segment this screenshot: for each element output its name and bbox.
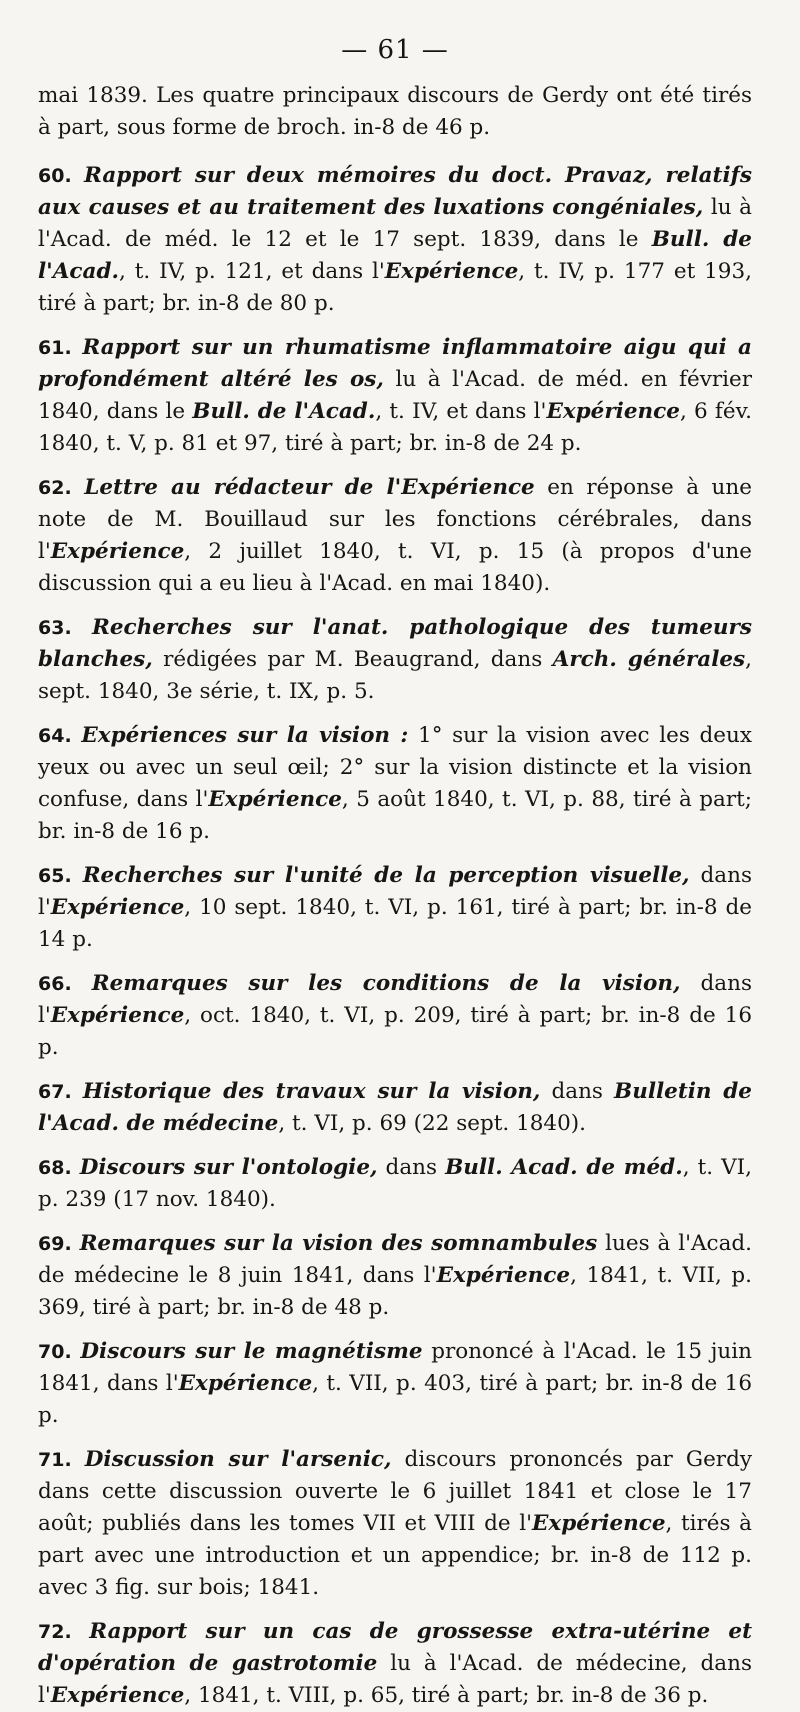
- entry-title-italic: Expérience: [546, 399, 680, 424]
- entry-text-run: 1° sur la vision avec les deux yeux ou avec un seul œil; 2° sur la vision distincte et la vision confuse, dans l': [38, 723, 752, 812]
- entry-title-italic: Rapport sur un cas de grossesse extra-utérine et d'opération de gastrotomie: [38, 1619, 752, 1676]
- entry-title-italic: Recherches sur l'unité de la perception visuelle,: [82, 863, 690, 888]
- entry-number: 60.: [38, 165, 72, 187]
- entry-text: [38, 332, 752, 460]
- entry-number: 71.: [38, 1449, 72, 1471]
- entry-title-italic: Remarques sur la vision des somnambules: [79, 1231, 598, 1256]
- entry-text-run: , t. IV, p. 177 et 193, tiré à part; br. in-8 de 80 p.: [38, 259, 752, 316]
- continuation-paragraph: [38, 80, 752, 144]
- entry-text-run: dans: [377, 1155, 446, 1180]
- bibliography-entry: [38, 160, 752, 320]
- entry-text-run: , sept. 1840, 3e série, t. IX, p. 5.: [38, 647, 752, 704]
- bibliography-entry: [38, 612, 752, 708]
- entry-title-italic: Expérience: [50, 539, 185, 564]
- entry-number: 72.: [38, 1621, 72, 1643]
- entry-text: [38, 1228, 752, 1324]
- entry-text-run: discours prononcés par Gerdy dans cette discussion ouverte le 6 juillet 1841 et close le 17 août; publiés dans les tomes VII et VIII de l': [38, 1447, 752, 1536]
- entry-number: 68.: [38, 1157, 72, 1179]
- entry-text-run: , 5 août 1840, t. VI, p. 88, tiré à part; br. in-8 de 16 p.: [38, 787, 752, 844]
- entry-number: 61.: [38, 337, 72, 359]
- entry-title-italic: Bull. de l'Acad.: [38, 227, 752, 284]
- entry-title-italic: Recherches sur l'anat. pathologique des tumeurs blanches,: [38, 615, 752, 672]
- entry-number: 63.: [38, 617, 72, 639]
- entry-text-run: rédigées par M. Beaugrand, dans: [152, 647, 553, 672]
- entry-title-italic: Expérience: [384, 259, 519, 284]
- entry-text-run: prononcé à l'Acad. le 15 juin 1841, dans l': [38, 1339, 752, 1396]
- bibliography-entry: [38, 860, 752, 956]
- entry-number: 67.: [38, 1081, 72, 1103]
- entry-text-run: , 6 fév. 1840, t. V, p. 81 et 97, tiré à part; br. in-8 de 24 p.: [38, 399, 752, 456]
- continuation-text: mai 1839. Les quatre principaux discours de Gerdy ont été tirés à part, sous forme de broch. in-8 de 46 p.: [38, 83, 752, 140]
- bibliography-entry: [38, 332, 752, 460]
- entry-number: 64.: [38, 725, 72, 747]
- entry-text-run: , oct. 1840, t. VI, p. 209, tiré à part; br. in-8 de 16 p.: [38, 1003, 752, 1060]
- entry-title-italic: Rapport sur un rhumatisme inflammatoire aigu qui a profondément altéré les os,: [38, 335, 752, 392]
- entry-text: [38, 720, 752, 848]
- entry-text: [38, 612, 752, 708]
- entry-text: [38, 1152, 752, 1216]
- entry-text-run: , 1841, t. VIII, p. 65, tiré à part; br. in-8 de 36 p.: [184, 1683, 709, 1708]
- entry-title-italic: Expérience: [436, 1263, 571, 1288]
- entry-title-italic: Discours sur l'ontologie,: [79, 1155, 378, 1180]
- entry-text-run: lu à l'Acad. de méd. en février 1840, dans le: [38, 367, 752, 424]
- entry-text-run: , 10 sept. 1840, t. VI, p. 161, tiré à part; br. in-8 de 14 p.: [38, 895, 752, 952]
- entry-title-italic: Expérience: [50, 895, 185, 920]
- entry-title-italic: Bull. Acad. de méd.: [445, 1155, 683, 1180]
- entry-text-run: lues à l'Acad. de médecine le 8 juin 1841, dans l': [38, 1231, 752, 1288]
- entry-text-run: , t. IV, p. 121, et dans l': [118, 259, 385, 284]
- entry-title-italic: Expérience: [50, 1003, 185, 1028]
- entry-text-run: dans l': [38, 863, 753, 920]
- entry-title-italic: Expérience: [208, 787, 342, 812]
- bibliography-entry: [38, 1336, 752, 1432]
- entry-title-italic: Rapport sur deux mémoires du doct. Pravaz, relatifs aux causes et au traitement des luxations congéniales,: [38, 163, 752, 220]
- entry-title-italic: Discours sur le magnétisme: [80, 1339, 423, 1364]
- entry-text: [38, 968, 752, 1064]
- entry-title-italic: Bull. de l'Acad.: [192, 399, 376, 424]
- entry-text-run: , t. VII, p. 403, tiré à part; br. in-8 de 16 p.: [38, 1371, 752, 1428]
- bibliography-entry: [38, 968, 752, 1064]
- bibliography-entry: [38, 1444, 752, 1604]
- entry-number: 70.: [38, 1341, 72, 1363]
- entry-text-run: , 1841, t. VII, p. 369, tiré à part; br. in-8 de 48 p.: [38, 1263, 752, 1320]
- entry-text: [38, 1336, 752, 1432]
- entry-text-run: , t. IV, et dans l': [375, 399, 547, 424]
- entry-title-italic: Historique des travaux sur la vision,: [82, 1079, 541, 1104]
- bibliography-entry: [38, 720, 752, 848]
- bibliography-entry: [38, 1152, 752, 1216]
- entry-title-italic: Arch. générales: [552, 647, 746, 672]
- entry-title-italic: Remarques sur les conditions de la vision,: [91, 971, 681, 996]
- entry-text-run: , t. VI, p. 69 (22 sept. 1840).: [278, 1111, 587, 1136]
- entry-text: [38, 860, 752, 956]
- entry-text-run: , t. VI, p. 239 (17 nov. 1840).: [38, 1155, 752, 1212]
- bibliography-list: [38, 160, 752, 1712]
- entry-title-italic: Expériences sur la vision :: [81, 723, 409, 748]
- entry-text: [38, 472, 752, 600]
- entry-number: 65.: [38, 865, 72, 887]
- entry-text-run: lu à l'Acad. de méd. le 12 et le 17 sept. 1839, dans le: [38, 195, 752, 252]
- entry-text: [38, 1076, 752, 1140]
- bibliography-entry: [38, 472, 752, 600]
- entry-text-run: , tirés à part avec une introduction et un appendice; br. in-8 de 112 p. avec 3 fig. sur bois; 1841.: [38, 1511, 752, 1600]
- entry-number: 62.: [38, 477, 72, 499]
- entry-text-run: dans: [540, 1079, 615, 1104]
- entry-number: 66.: [38, 973, 72, 995]
- entry-text-run: dans l': [38, 971, 752, 1028]
- bibliography-entry: [38, 1616, 752, 1712]
- entry-title-italic: Lettre au rédacteur de l'Expérience: [84, 475, 535, 500]
- entry-number: 69.: [38, 1233, 72, 1255]
- entry-text: [38, 1616, 752, 1712]
- entry-text: [38, 1444, 752, 1604]
- entry-title-italic: Expérience: [532, 1511, 666, 1536]
- bibliography-entry: [38, 1228, 752, 1324]
- entry-title-italic: Discussion sur l'arsenic,: [84, 1447, 392, 1472]
- entry-text-run: , 2 juillet 1840, t. VI, p. 15 (à propos d'une discussion qui a eu lieu à l'Acad. en mai 1840).: [38, 539, 752, 596]
- entry-text: [38, 160, 752, 320]
- entry-title-italic: Expérience: [50, 1683, 185, 1708]
- entry-text-run: lu à l'Acad. de médecine, dans l': [38, 1651, 753, 1708]
- page-number: — 61 —: [341, 35, 449, 65]
- bibliography-entry: [38, 1076, 752, 1140]
- entry-title-italic: Expérience: [178, 1371, 313, 1396]
- entry-title-italic: Bulletin de l'Acad. de médecine: [38, 1079, 752, 1136]
- entry-text-run: en réponse à une note de M. Bouillaud sur les fonctions cérébrales, dans l': [38, 475, 752, 564]
